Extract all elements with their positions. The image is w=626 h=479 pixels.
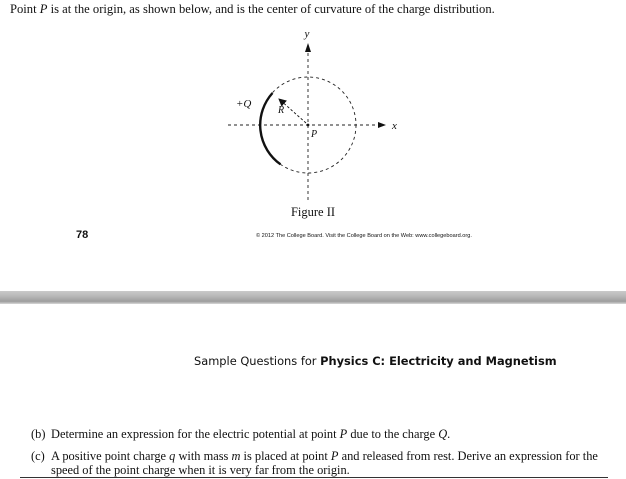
question-c-text-2: with mass	[175, 449, 232, 463]
question-b	[31, 427, 611, 441]
page-number: 78	[76, 229, 89, 241]
question-b-label: (b)	[31, 427, 46, 441]
intro-point-variable: P	[39, 2, 48, 16]
charge-label: +Q	[236, 98, 252, 110]
page-header	[194, 354, 557, 368]
question-c-variable-q: q	[169, 449, 176, 463]
point-p-label: P	[311, 129, 318, 140]
question-c-text-3: is placed at point	[240, 449, 331, 463]
point-p-dot	[307, 124, 310, 127]
question-c-text: A positive point charge	[51, 449, 170, 463]
question-c	[31, 449, 611, 477]
question-c-text-4: and released from rest. Derive an expression for the speed of the point charge when it is very far from the origin.	[51, 449, 598, 477]
x-axis-arrow	[378, 122, 386, 128]
page-divider	[0, 291, 626, 304]
copyright-notice: © 2012 The College Board. Visit the College Board on the Web: www.collegeboard.org.	[256, 233, 472, 239]
radius-label: R	[278, 105, 285, 116]
figure-caption: Figure II	[290, 205, 336, 219]
x-axis-label: x	[392, 120, 397, 132]
question-b-variable-p: P	[339, 427, 348, 441]
question-c-variable-m: m	[231, 449, 241, 463]
y-axis-arrow	[305, 43, 311, 52]
intro-text-start: Point	[10, 2, 40, 16]
question-c-variable-p: P	[330, 449, 339, 463]
intro-text-end: is at the origin, as shown below, and is the center of curvature of the charge distribution.	[47, 2, 495, 16]
question-b-text-2: due to the charge	[347, 427, 439, 441]
charged-arc	[260, 93, 280, 164]
header-prefix: Sample Questions for	[194, 354, 321, 368]
header-subject: Physics C: Electricity and Magnetism	[320, 354, 557, 368]
bottom-rule	[20, 477, 608, 478]
question-c-label: (c)	[31, 449, 45, 463]
question-b-text: Determine an expression for the electric potential at point	[51, 427, 340, 441]
question-b-text-3: .	[447, 427, 451, 441]
y-axis-label: y	[304, 28, 310, 40]
question-b-variable-q: Q	[438, 427, 448, 441]
